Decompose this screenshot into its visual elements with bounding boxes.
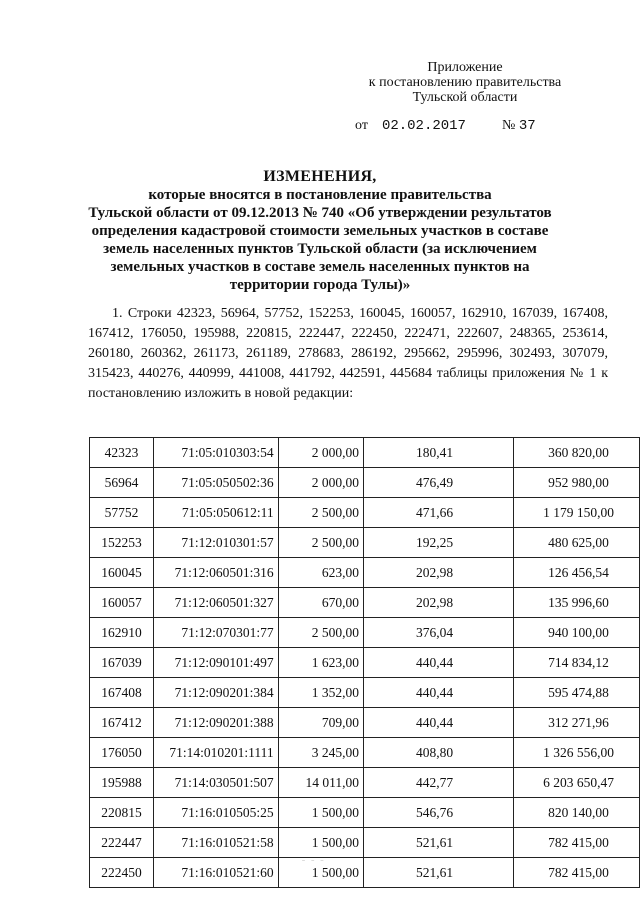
table-row	[90, 678, 640, 708]
document-title	[60, 168, 580, 294]
table-row	[90, 558, 640, 588]
cost-cell: 480 625,00	[514, 528, 640, 558]
rate-cell: 180,41	[364, 438, 514, 468]
cost-cell: 360 820,00	[514, 438, 640, 468]
rate-cell: 476,49	[364, 468, 514, 498]
rate-cell: 442,77	[364, 768, 514, 798]
cadastral-number-cell: 71:12:060501:316	[153, 558, 278, 588]
area-cell: 2 000,00	[278, 438, 363, 468]
area-cell: 2 000,00	[278, 468, 363, 498]
row-id-cell: 42323	[90, 438, 154, 468]
cost-cell: 1 326 556,00	[514, 738, 640, 768]
paragraph-text: 1. Строки 42323, 56964, 57752, 152253, 160045, 160057, 162910, 167039, 167408, 167412, 176050, 195988, 220815, 222447, 222450, 222471, 222607, 248365, 253614, 260180, 260362, 261173, 261189, 278683, 286192, 295662, 295996, 302493, 307079, 315423, 440276, 440999, 441008, 441792, 442591, 445684 таблицы приложения № 1 к постановлению изложить в новой редакции:	[88, 306, 608, 401]
row-id-cell: 57752	[90, 498, 154, 528]
row-id-cell: 220815	[90, 798, 154, 828]
table-row	[90, 708, 640, 738]
area-cell: 2 500,00	[278, 528, 363, 558]
row-id-cell: 167039	[90, 648, 154, 678]
title-line-2: Тульской области от 09.12.2013 № 740 «Об утверждении результатов	[88, 205, 552, 221]
date-number-line	[355, 118, 536, 134]
area-cell: 709,00	[278, 708, 363, 738]
rate-cell: 202,98	[364, 588, 514, 618]
title-line-6: территории города Тулы)»	[229, 277, 411, 293]
document-date: 02.02.2017	[381, 118, 466, 134]
cost-cell: 595 474,88	[514, 678, 640, 708]
title-heading: ИЗМЕНЕНИЯ,	[263, 168, 377, 185]
area-cell: 14 011,00	[278, 768, 363, 798]
cadastral-number-cell: 71:14:010201:1111	[153, 738, 278, 768]
rate-cell: 440,44	[364, 708, 514, 738]
cost-cell: 135 996,60	[514, 588, 640, 618]
table-row	[90, 858, 640, 888]
rate-cell: 521,61	[364, 858, 514, 888]
cadastral-table	[89, 437, 640, 888]
area-cell: 1 500,00	[278, 798, 363, 828]
title-line-1: которые вносятся в постановление правительства	[148, 187, 492, 203]
row-id-cell: 162910	[90, 618, 154, 648]
attachment-line-2: к постановлению правительства	[368, 75, 562, 90]
cadastral-number-cell: 71:05:010303:54	[153, 438, 278, 468]
rate-cell: 546,76	[364, 798, 514, 828]
cadastral-number-cell: 71:12:090101:497	[153, 648, 278, 678]
row-id-cell: 152253	[90, 528, 154, 558]
table-row	[90, 648, 640, 678]
cadastral-number-cell: 71:16:010521:58	[153, 828, 278, 858]
scan-mark: ˉ ˉ ˉ	[302, 858, 326, 868]
title-line-4: земель населенных пунктов Тульской области (за исключением	[103, 241, 537, 257]
table-row	[90, 738, 640, 768]
row-id-cell: 222450	[90, 858, 154, 888]
cadastral-number-cell: 71:05:050612:11	[153, 498, 278, 528]
attachment-line-3: Тульской области	[412, 90, 518, 105]
cost-cell: 126 456,54	[514, 558, 640, 588]
row-id-cell: 222447	[90, 828, 154, 858]
rate-cell: 202,98	[364, 558, 514, 588]
row-id-cell: 160057	[90, 588, 154, 618]
title-line-5: земельных участков в составе земель населенных пунктов на	[110, 259, 530, 275]
row-id-cell: 160045	[90, 558, 154, 588]
attachment-header	[330, 60, 600, 105]
cost-cell: 714 834,12	[514, 648, 640, 678]
attachment-line-1: Приложение	[427, 60, 503, 75]
area-cell: 2 500,00	[278, 618, 363, 648]
cadastral-number-cell: 71:12:010301:57	[153, 528, 278, 558]
rate-cell: 440,44	[364, 678, 514, 708]
area-cell: 1 352,00	[278, 678, 363, 708]
rate-cell: 521,61	[364, 828, 514, 858]
cost-cell: 6 203 650,47	[514, 768, 640, 798]
cost-cell: 952 980,00	[514, 468, 640, 498]
title-line-3: определения кадастровой стоимости земельных участков в составе	[91, 223, 549, 239]
number-prefix: №	[501, 118, 516, 133]
body-paragraph	[88, 304, 608, 404]
table-row	[90, 498, 640, 528]
rate-cell: 376,04	[364, 618, 514, 648]
cost-cell: 940 100,00	[514, 618, 640, 648]
cadastral-number-cell: 71:12:060501:327	[153, 588, 278, 618]
cadastral-number-cell: 71:16:010521:60	[153, 858, 278, 888]
area-cell: 670,00	[278, 588, 363, 618]
area-cell: 623,00	[278, 558, 363, 588]
cadastral-number-cell: 71:12:090201:388	[153, 708, 278, 738]
cost-cell: 782 415,00	[514, 828, 640, 858]
cost-cell: 820 140,00	[514, 798, 640, 828]
area-cell: 2 500,00	[278, 498, 363, 528]
area-cell: 1 500,00	[278, 828, 363, 858]
cost-cell: 1 179 150,00	[514, 498, 640, 528]
rate-cell: 408,80	[364, 738, 514, 768]
cost-cell: 782 415,00	[514, 858, 640, 888]
area-cell: 3 245,00	[278, 738, 363, 768]
table-row	[90, 798, 640, 828]
cadastral-number-cell: 71:14:030501:507	[153, 768, 278, 798]
row-id-cell: 195988	[90, 768, 154, 798]
rate-cell: 471,66	[364, 498, 514, 528]
date-prefix: от	[355, 118, 368, 133]
row-id-cell: 167412	[90, 708, 154, 738]
area-cell: 1 623,00	[278, 648, 363, 678]
cost-cell: 312 271,96	[514, 708, 640, 738]
cadastral-number-cell: 71:05:050502:36	[153, 468, 278, 498]
cadastral-number-cell: 71:12:070301:77	[153, 618, 278, 648]
rate-cell: 440,44	[364, 648, 514, 678]
table-row	[90, 438, 640, 468]
table-row	[90, 528, 640, 558]
document-number: 37	[518, 118, 536, 134]
area-cell: 1 500,00	[278, 858, 363, 888]
table-row	[90, 588, 640, 618]
table-row	[90, 768, 640, 798]
row-id-cell: 176050	[90, 738, 154, 768]
rate-cell: 192,25	[364, 528, 514, 558]
table-row	[90, 468, 640, 498]
table-row	[90, 828, 640, 858]
table-row	[90, 618, 640, 648]
row-id-cell: 167408	[90, 678, 154, 708]
cadastral-number-cell: 71:16:010505:25	[153, 798, 278, 828]
row-id-cell: 56964	[90, 468, 154, 498]
cadastral-number-cell: 71:12:090201:384	[153, 678, 278, 708]
